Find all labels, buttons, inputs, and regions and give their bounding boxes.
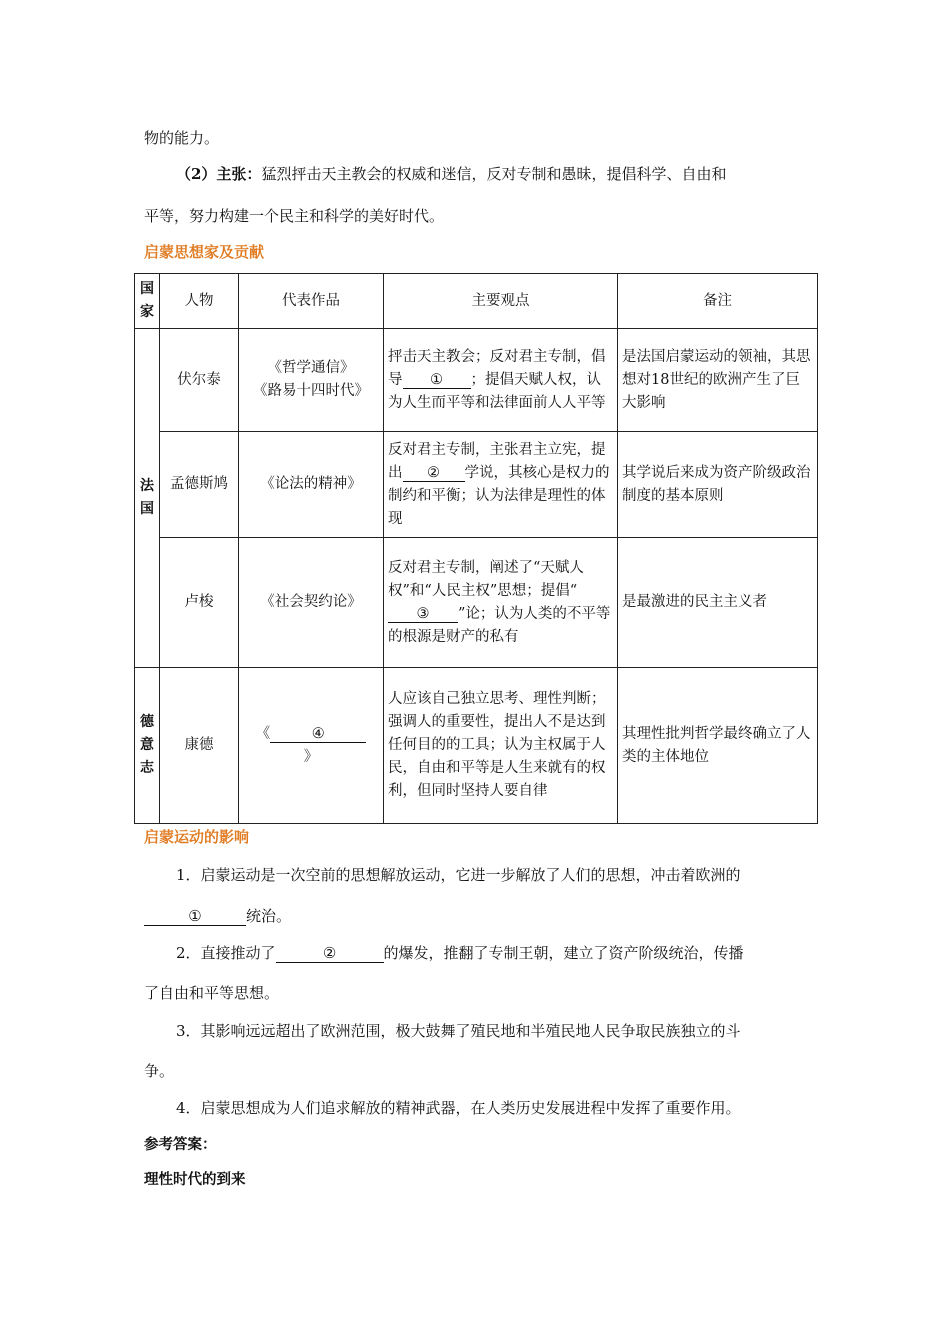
section-heading-influence: 启蒙运动的影响 [144, 828, 250, 846]
notes-cell: 是最激进的民主主义者 [618, 538, 818, 668]
claim-text: 猛烈抨击天主教会的权威和迷信，反对专制和愚昧，提倡科学、自由和 [261, 165, 727, 183]
works-cell [239, 432, 384, 538]
fill-blank: ③ [388, 607, 458, 624]
thinkers-table [134, 273, 818, 824]
work-title: 《论法的精神》 [260, 476, 362, 492]
answers-title: 理性时代的到来 [144, 1172, 246, 1188]
influence-item-2: 2．直接推动了 ② 的爆发，推翻了专制王朝，建立了资产阶级统治，传播 [176, 944, 744, 962]
header-works: 代表作品 [239, 274, 384, 329]
person-name: 卢梭 [160, 538, 239, 668]
person-name: 孟德斯鸠 [160, 432, 239, 538]
influence-item-1: 1．启蒙运动是一次空前的思想解放运动，它进一步解放了人们的思想，冲击着欧洲的 [176, 866, 741, 884]
views-cell: 人应该自己独立思考、理性判断；强调人的重要性，提出人不是达到任何目的的工具；认为主权属于人民，自由和平等是人生来就有的权利，但同时坚持人要自律 [384, 668, 618, 824]
notes-cell: 是法国启蒙运动的领袖，其思想对18世纪的欧洲产生了巨大影响 [618, 329, 818, 432]
claim-continuation: 平等，努力构建一个民主和科学的美好时代。 [144, 207, 445, 225]
fill-blank: ④ [270, 727, 366, 744]
works-cell [239, 538, 384, 668]
header-person: 人物 [160, 274, 239, 329]
country-germany: 德意志 [135, 668, 160, 824]
country-france: 法国 [135, 329, 160, 668]
influence-item-4: 4．启蒙思想成为人们追求解放的精神武器，在人类历史发展进程中发挥了重要作用。 [176, 1099, 741, 1117]
table-row [135, 538, 818, 668]
answers-label: 参考答案： [144, 1137, 217, 1153]
header-views: 主要观点 [384, 274, 618, 329]
influence-item-2-cont: 了自由和平等思想。 [144, 984, 280, 1002]
person-name: 康德 [160, 668, 239, 824]
influence-item-1-cont: ① 统治。 [144, 905, 812, 926]
work-title: 《社会契约论》 [260, 594, 362, 610]
intro-line: 物的能力。 [144, 129, 220, 147]
claim-label: （2）主张： [176, 165, 262, 183]
views-cell: 反对君主专制，阐述了“天赋人权”和“人民主权”思想；提倡“③ ”论；认为人类的不平等的根源是财产的私有 [384, 538, 618, 668]
views-cell: 抨击天主教会；反对君主专制，倡导 ① ；提倡天赋人权，认为人生而平等和法律面前人人平等 [384, 329, 618, 432]
person-name: 伏尔泰 [160, 329, 239, 432]
table-header-row [135, 274, 818, 329]
work-title: 《哲学通信》 [267, 360, 355, 376]
fill-blank: ① [144, 908, 246, 926]
table-row [135, 329, 818, 432]
table-row [135, 432, 818, 538]
fill-blank: ② [276, 945, 384, 963]
section-heading-thinkers: 启蒙思想家及贡献 [144, 243, 265, 261]
header-country: 国家 [135, 274, 160, 329]
views-cell: 反对君主专制，主张君主立宪，提出 ② 学说，其核心是权力的制约和平衡；认为法律是理性的体现 [384, 432, 618, 538]
notes-cell: 其学说后来成为资产阶级政治制度的基本原则 [618, 432, 818, 538]
notes-cell: 其理性批判哲学最终确立了人类的主体地位 [618, 668, 818, 824]
header-notes: 备注 [618, 274, 818, 329]
works-cell [239, 329, 384, 432]
fill-blank: ① [403, 373, 471, 390]
influence-item-3: 3．其影响远远超出了欧洲范围，极大鼓舞了殖民地和半殖民地人民争取民族独立的斗 [176, 1022, 741, 1040]
claim-paragraph [176, 163, 812, 184]
works-cell: 《 ④ 》 [239, 668, 384, 824]
table-row [135, 668, 818, 824]
work-title: 《路易十四时代》 [253, 383, 369, 399]
fill-blank: ② [403, 466, 465, 483]
influence-item-3-cont: 争。 [144, 1062, 175, 1080]
